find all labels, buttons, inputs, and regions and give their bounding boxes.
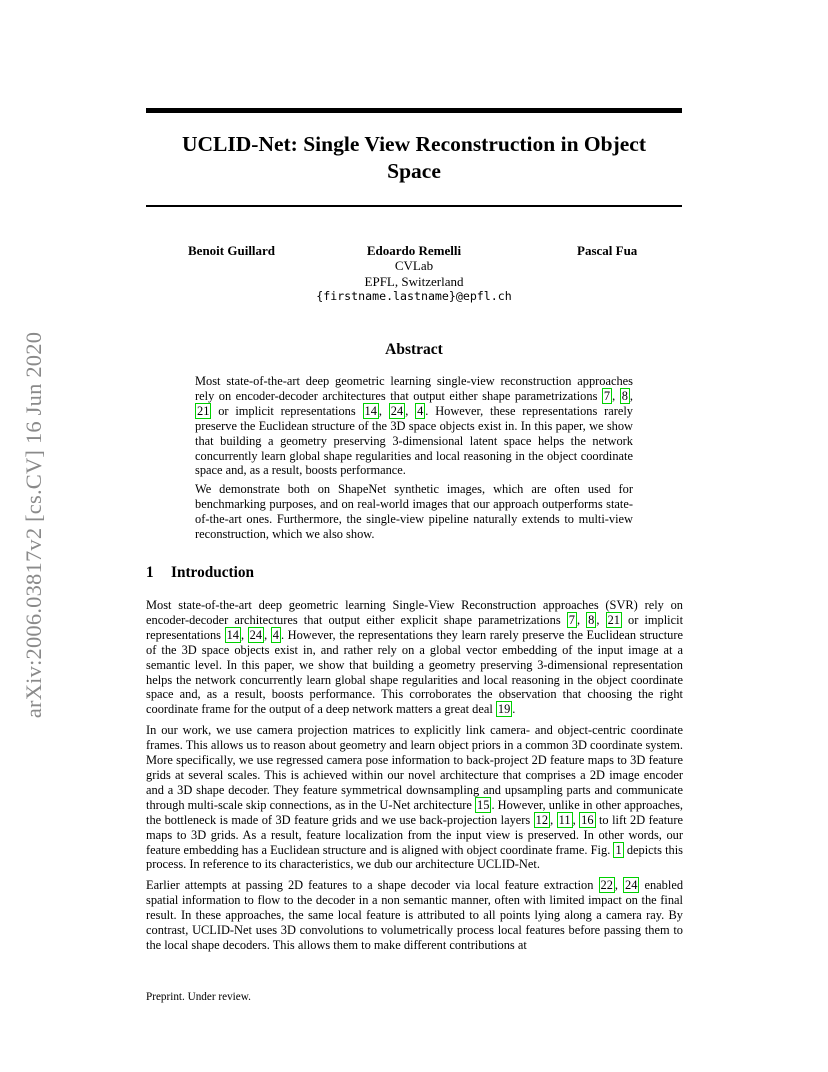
text-run: Most state-of-the-art deep geometric learning single-view reconstruction approaches rely on encoder-decoder architectures that output either shape parametrizations (195, 374, 633, 403)
abstract-paragraph: We demonstrate both on ShapeNet synthetic images, which are often used for benchmarking purposes, and on real-world images that our approach outperforms state-of-the-art ones. Furthermore, the single-view pipeline naturally extends to multi-view reconstruction, which we also show. (195, 482, 633, 542)
affiliation-lab: CVLab (394, 258, 434, 274)
text-run: , (614, 878, 624, 893)
text-run: , (612, 388, 620, 403)
citation-link[interactable]: 24 (390, 403, 404, 418)
text-run: or implicit representations (146, 612, 684, 642)
citation-link[interactable]: 12 (535, 812, 549, 827)
text-run: , (405, 403, 416, 418)
citation-link[interactable]: 22 (600, 878, 613, 893)
text-run: . However, these representations rarely preserve the Euclidean structure of the 3D space objects exist in. In this paper, we show that building a geometry preserving 3-dimensional latent space helps the network concurrently learn global shape regularities and local reasoning in the object coordinate space and, as a result, boosts performance. (195, 403, 633, 478)
author-name: Benoit Guillard (188, 243, 276, 258)
affiliation-institution: EPFL, Switzerland (364, 273, 464, 289)
text-run: to lift 2D feature maps to 3D grids. As a result, feature localization from the input view is preserved. In other words, our feature embedding has a Euclidean structure and is aligned with object coordinate frame. Fig. (146, 812, 683, 857)
text-run: , (240, 627, 248, 642)
author-email: {firstname.lastname}@epfl.ch (316, 289, 512, 303)
citation-link[interactable]: 21 (607, 612, 620, 627)
citation-link[interactable]: 14 (364, 403, 377, 418)
author-name: Pascal Fua (577, 243, 638, 258)
abstract-paragraph (195, 374, 633, 478)
section-heading (146, 564, 254, 582)
citation-link[interactable]: 14 (226, 627, 239, 642)
citation-link[interactable]: 7 (568, 612, 575, 627)
arxiv-identifier: arXiv:2006.03817v2 [cs.CV] 16 Jun 2020 (21, 331, 47, 718)
text-run: Most state-of-the-art deep geometric learning Single-View Reconstruction approaches (SVR) rely on encoder-decoder architectures that output either explicit shape parametrizations (146, 598, 683, 627)
citation-link[interactable]: 8 (621, 388, 628, 403)
text-run: Earlier attempts at passing 2D features to a shape decoder via local feature extraction (146, 878, 599, 893)
text-run: , (576, 612, 587, 627)
text-run: , (264, 627, 271, 642)
citation-link[interactable]: 24 (249, 627, 263, 642)
body-paragraph (146, 878, 683, 953)
text-run: , (596, 612, 606, 627)
body-paragraph (146, 598, 683, 717)
citation-link[interactable]: 24 (625, 878, 638, 893)
author-name: Edoardo Remelli (366, 243, 462, 258)
title-line-2: Space (387, 159, 441, 183)
abstract (195, 374, 633, 546)
text-run: . (512, 702, 516, 717)
citation-link[interactable]: 16 (581, 812, 594, 827)
citation-link[interactable]: 8 (588, 612, 595, 627)
section-number: 1 (146, 564, 154, 581)
citation-link[interactable]: 4 (417, 403, 424, 418)
text-run: , (572, 812, 580, 827)
title-top-rule (146, 108, 682, 113)
body-paragraph (146, 723, 683, 872)
text-run: . However, unlike in other approaches, the bottleneck is made of 3D feature grids and we use back-projection layers (146, 797, 683, 827)
text-run: . However, the representations they learn rarely preserve the Euclidean structure of the 3D space objects exist in, and rather rely on a global vector embedding of the input image at a semantic level. In this paper, we show that building a geometry preserving 3-dimensional representation helps the network concurrently learn global shape regularities and local reasoning in the object coordinate space and, as a result, boosts performance. This corroborates the observation that choosing the right coordinate frame for the output of a deep network matters a great deal (146, 627, 683, 717)
text-run: In our work, we use camera projection matrices to explicitly link camera- and object-centric coordinate frames. This allows us to reason about geometry and learn object priors in a common 3D coordinate system. More specifically, we use regressed camera pose information to back-project 2D feature maps to 3D feature grids at several scales. This is achieved within our novel architecture that comprises a 2D image encoder and a 3D shape decoder. They feature symmetrical downsampling and upsampling parts and communicate through multi-scale skip connections, as in the U-Net architecture (146, 723, 683, 812)
abstract-heading: Abstract (385, 341, 443, 358)
citation-link[interactable]: 19 (497, 702, 511, 717)
paper-title (146, 131, 682, 185)
citation-link[interactable]: 1 (615, 842, 622, 857)
section-title: Introduction (171, 564, 255, 581)
text-run: enabled spatial information to flow to the decoder in a non semantic manner, often with limited impact on the final result. In these approaches, the same local feature is attributed to all points lying along a camera ray. By contrast, UCLID-Net uses 3D convolutions to volumetrically process local features before passing them to the local shape decoders. This allows them to make different contributions at (146, 878, 684, 952)
text-run: , (629, 388, 633, 403)
arxiv-sidebar (18, 287, 50, 762)
text-run: , (378, 403, 389, 418)
citation-link[interactable]: 11 (558, 812, 571, 827)
citation-link[interactable]: 7 (603, 388, 611, 403)
title-bottom-rule (146, 205, 682, 207)
citation-link[interactable]: 4 (272, 627, 279, 642)
footer-note: Preprint. Under review. (146, 991, 251, 1003)
text-run: or implicit representations (211, 403, 363, 418)
body-text (146, 598, 683, 959)
citation-link[interactable]: 21 (197, 403, 210, 418)
title-line-1: UCLID-Net: Single View Reconstruction in Object (182, 132, 646, 156)
text-run: , (550, 812, 557, 827)
text-run: depicts this process. In reference to its characteristics, we dub our architecture UCLID-Net. (146, 842, 683, 872)
citation-link[interactable]: 15 (477, 797, 490, 812)
